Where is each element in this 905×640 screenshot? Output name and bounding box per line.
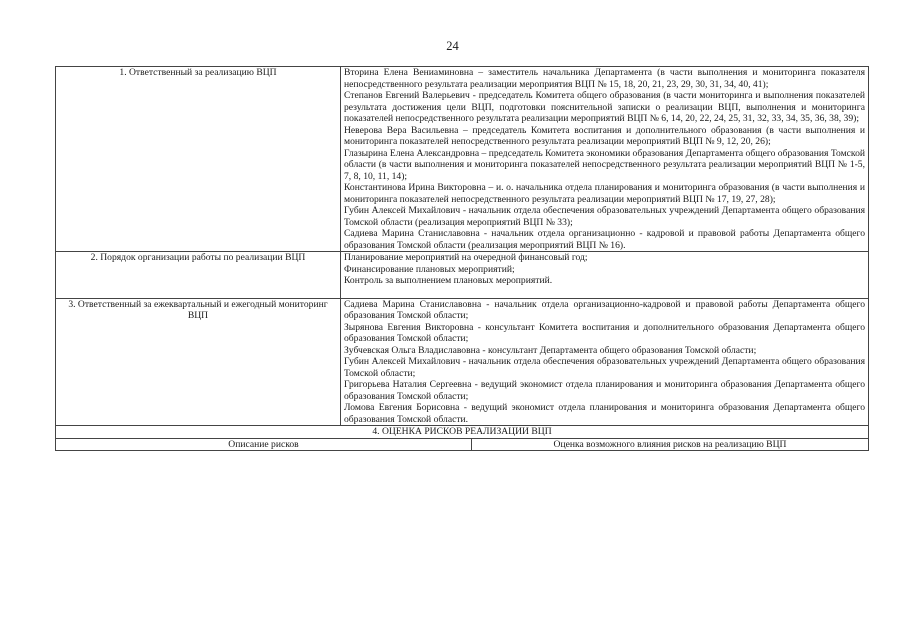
section-title: 4. ОЦЕНКА РИСКОВ РЕАЛИЗАЦИИ ВЦП [56, 426, 869, 439]
monitoring-entry: Садиева Марина Станиславовна - начальник отдела организационно-кадровой и правовой работы Департамента общего образования Томской области; [344, 298, 866, 321]
responsible-entry: Садиева Марина Станиславовна - начальник отдела организационно - кадровой и правовой работы Департамента общего образования Томской области (реализация мероприятий ВЦП № 16). [344, 228, 866, 251]
page-number: 24 [446, 39, 459, 53]
monitoring-entry: Зубчевская Ольга Владиславовна - консультант Департамента общего образования Томской области; [344, 344, 757, 356]
responsible-entry: Губин Алексей Михайлович - начальник отдела обеспечения образовательных учреждений Департамента общего образования Томской области (реализация мероприятий ВЦП № 33); [344, 205, 866, 228]
risk-impact-header: Оценка возможного влияния рисков на реализацию ВЦП [472, 438, 869, 451]
row-label: 2. Порядок организации работы по реализации ВЦП [56, 252, 341, 299]
row-label: 1. Ответственный за реализацию ВЦП [56, 67, 341, 252]
monitoring-entry: Григорьева Наталия Сергеевна - ведущий экономист отдела планирования и мониторинга образования Департамента общего образования Томской области; [344, 379, 866, 402]
row-content [341, 67, 869, 252]
responsible-entry: Степанов Евгений Валерьевич - председатель Комитета общего образования (в части мониторинга и выполнения показателей результата достижения цели ВЦП, подготовки пояснительной записки о реализации ВЦП, выполнения и мониторинга показателей непосредственного результата реализации мероприятий ВЦП № 6, 14, 20, 22, 24, 25, 31, 32, 33, 34, 35, 36, 38, 39); [344, 90, 866, 124]
monitoring-entry: Ломова Евгения Борисовна - ведущий экономист отдела планирования и мониторинга образования Департамента общего образования Томской области. [344, 402, 866, 425]
section-row [56, 426, 869, 439]
monitoring-entry: Губин Алексей Михайлович - начальник отдела обеспечения образовательных учреждений Департамента общего образования Томской области; [344, 356, 866, 379]
table-row [56, 298, 869, 426]
responsible-entry: Константинова Ирина Викторовна – и. о. начальника отдела планирования и мониторинга образования (в части выполнения и мониторинга показателей непосредственного результата реализации мероприятий ВЦП № 17, 19, 27, 28); [344, 182, 866, 205]
procedure-entry: Контроль за выполнением плановых мероприятий. [344, 275, 553, 286]
row-label: 3. Ответственный за ежеквартальный и ежегодный мониторинг ВЦП [56, 298, 341, 426]
procedure-entry: Планирование мероприятий на очередной финансовый год; [344, 252, 588, 263]
blank-line [344, 287, 865, 298]
row-content [341, 298, 869, 426]
program-table [55, 66, 869, 451]
table-row [56, 67, 869, 252]
responsible-entry: Вторина Елена Вениаминовна – заместитель начальника Департамента (в части выполнения и мониторинга показателя непосредственного результата реализации мероприятия ВЦП № 15, 18, 20, 21, 23, 29, 30, 31, 34, 40, 41); [344, 67, 866, 90]
monitoring-entry: Зырянова Евгения Викторовна - консультант Комитета воспитания и дополнительного образования Департамента общего образования Томской области; [344, 321, 866, 344]
risk-header-row [56, 438, 869, 451]
risk-description-header: Описание рисков [56, 438, 472, 451]
procedure-entry: Финансирование плановых мероприятий; [344, 263, 515, 275]
table-row [56, 252, 869, 299]
responsible-entry: Глазырина Елена Александровна – председатель Комитета экономики образования Департамента общего образования Томской области (в части выполнения и мониторинга показателей непосредственного результата реализации мероприятий ВЦП № 1-5, 7, 8, 10, 11, 14); [344, 147, 866, 182]
row-content [341, 252, 869, 299]
responsible-entry: Неверова Вера Васильевна – председатель Комитета воспитания и дополнительного образования (в части выполнения и мониторинга показателей непосредственного результата реализации мероприятий ВЦП № 9, 12, 20, 26); [344, 124, 866, 147]
